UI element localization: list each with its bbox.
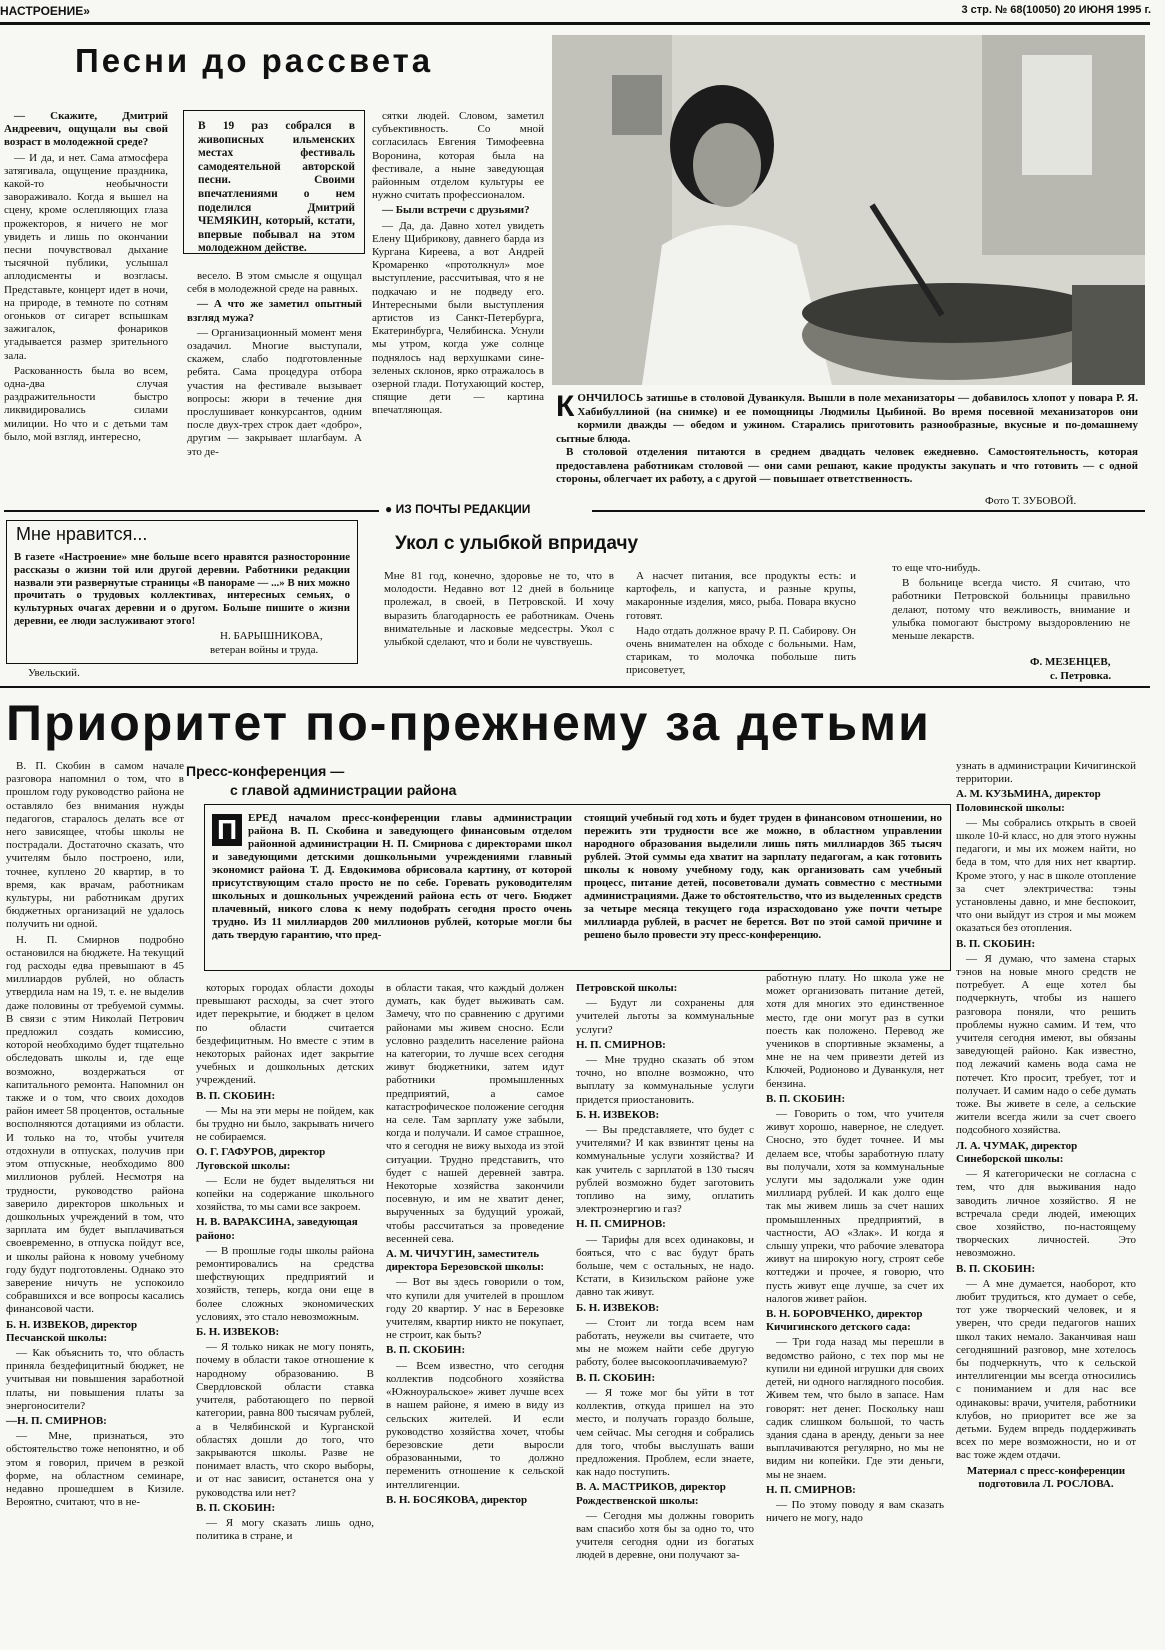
paragraph: — Как объяснить то, что область приняла бездефицитный бюджет, не учитывая ни повышения заработной платы, ни повышения платы за энергоносители? — [6, 1346, 184, 1412]
article2-col5 — [766, 972, 944, 1648]
paragraph: — Я только никак не могу понять, почему в области такое отношение к народному образованию. В Свердловской области ставка учителя, работающего по первой категории, равна 800 тысячам рублей, а в Челябинской и Курганской областях дошли до того, что закрываются школы. Разве не понимает власть, что скоро выборы, и от нас зависит, останется она у руководства или нет? — [196, 1341, 374, 1499]
lead-dropcap: П — [212, 814, 242, 846]
paragraph: — Я категорически не согласна с тем, что для выживания надо заводить личное хозяйство. Я не встречала среди людей, имеющих свое хозяйство, по-настоящему творческих личностей. Это невозможно. — [956, 1168, 1136, 1260]
paragraph: — Будут ли сохранены для учителей льготы за коммунальные услуги? — [576, 997, 754, 1036]
article2-lead-col1 — [212, 812, 572, 962]
like-letter-sign: Н. БАРЫШНИКОВА, — [220, 630, 323, 642]
paragraph: работную плату. Но школа уже не может организовать питание детей, хотя для многих это единственное место, где они могут раз в сутки поесть как положено. Перевод же учеников в спортивные экзамены, а мне не на чем привезти детей из Ключей, Родионово и Дуванкуля, нет бензина. — [766, 972, 944, 1090]
speaker: Б. Н. ИЗВЕКОВ: — [576, 1301, 660, 1314]
speaker: А. М. ЧИЧУГИН, заместитель директора Березовской школы: — [386, 1248, 545, 1274]
speaker: Б. Н. ИЗВЕКОВ: — [576, 1108, 660, 1121]
paragraph: — Организационный момент меня озадачил. Многие выступали, скажем, слабо подготовленные ребята. Сама процедура отбора участия на фестивале вызывает вопросы: жюри в течение дня прослушивает конкурсантов, одним после двух-трех строк дает «добро», другим — закрывает шлагбаум. А это де- — [187, 326, 362, 458]
lead-text: ЕРЕД началом пресс-конференции главы администрации района В. П. Скобина и заведующего финансовым отделом районной администрации Н. П. Смирнова с директорами школ и заведующими детскими дошкольными учреждениями главный экономист района Т. Д. Евдокимова обрисовала картину, от которой присутствующим стало просто не по себе. Горевать руководителям школьных и дошкольных учреждений района есть от чего. Бюджет плачевный, никого слова к нему подобрать сегодня просто очень трудно. Из 11 миллиардов 200 миллионов рублей, которые могли бы дать твердую гарантию, что пред- — [212, 812, 572, 941]
caption-text: ОНЧИЛОСЬ затишье в столовой Дуванкуля. Вышли в поле механизаторы — добавилось хлопот у повара Р. Я. Хабибуллиной (на снимке) и ее помощницы Людмилы Цыбиной. Во время посевной механизаторов они кормили дважды — обедом и ужином. Старались приготовить разнообразные, вкусные и по-домашнему сытные блюда. — [556, 392, 1138, 445]
speaker: В. П. СКОБИН: — [956, 1262, 1036, 1275]
paragraph: — Говорить о том, что учителя живут хорошо, наверное, не следует. Сносно, это будет точнее. И мы делаем все, чтобы заработную плату вы получали, хотя за коммунальные услуги мы задолжали уже один миллиард рублей. И как долго еще так мы живем лишь за счет наших промышленных предприятий, в частности, АО «Злак». И когда я слышу упреки, что рабочие элеватора живут на широкую ногу, строят себе коттеджи и прочее, я говорю, что пусть живут еще лучше, за счет их налогов живет район. — [766, 1108, 944, 1305]
letters-rubric-text: ИЗ ПОЧТЫ РЕДАКЦИИ — [395, 502, 531, 516]
article1-col2 — [187, 270, 362, 470]
paragraph: — Сегодня мы должны говорить вам спасибо хотя бы за одно то, что учителя сегодня одни из богатых людей в деревне, они получают за- — [576, 1509, 754, 1562]
photo-credit: Фото Т. ЗУБОВОЙ. — [985, 495, 1077, 507]
paragraph: — Три года назад мы перешли в ведомство районо, с тех пор мы не купили ни единой игрушки для своих детей, ни одного наглядного пособия. Живем тем, что было в запасе. Нам говорят: нет денег. Поскольку наш садик слишком большой, то часть здания сдана в аренду, деньги за нее выплачиваются регулярно, но мы не видим ни копейки. Где эти деньги, мы не знаем. — [766, 1336, 944, 1481]
smile-letter-col1: Мне 81 год, конечно, здоровье не то, что в молодости. Недавно вот 12 дней в больнице пролежал, в своей, в Петровской. И хочу выразить благодарность ее работникам. Очень внимательные и ласковые медсестры. Укол с улыбкой сделают, что и боли не чувствуешь. — [384, 570, 614, 649]
paragraph: — В прошлые годы школы района ремонтировались на средства шефствующих предприятий и хозяйств, теперь, когда они еще в более сложных экономических условиях, это стало невозможным. — [196, 1244, 374, 1323]
speaker: Н. П. СМИРНОВ: — [766, 1483, 856, 1496]
article1-lead: В 19 раз собрался в живописных ильменских местах фестиваль самодеятельной авторской песни. Своими впечатлениями о нем поделился Дмитрий ЧЕМЯКИН, который, кстати, впервые побывал на этом молодежном действе. — [198, 120, 355, 255]
paragraph: — Тарифы для всех одинаковы, и бояться, что с вас будут брать больше, чем с остальных, не надо. Кстати, в Кизильском районе уже давно так живут. — [576, 1233, 754, 1299]
speaker: О. Г. ГАФУРОВ, директор Луговской школы: — [196, 1146, 326, 1172]
paragraph: то еще что-нибудь. — [892, 562, 981, 574]
letters-bottom-rule — [0, 686, 1150, 688]
paragraph: — Я думаю, что замена старых тэнов на новые много средств не потребует. А еще хотел бы подчеркнуть, чтобы из нашего разговора поняли, что решить проблемы нужно самим. И тем, что учителя сегодня имеют, вы обязаны заведующей районо. Как известно, под лежачий камень вода сама не потечет. Кто просит, требует, тот и получает. И самим надо о себе думать тоже. Вы живете в селе, а сельские жители всегда жили за счет своего подсобного хозяйства. — [956, 952, 1136, 1137]
like-letter-place: Увельский. — [28, 667, 80, 679]
letters-rule-right — [592, 510, 1145, 512]
speaker: В. П. СКОБИН: — [196, 1501, 276, 1514]
speaker: В. Н. БОСЯКОВА, директор — [386, 1493, 528, 1506]
paragraph: узнать в администрации Кичигинской территории. — [956, 760, 1136, 786]
paragraph: — Я тоже мог бы уйти в тот коллектив, откуда пришел на это место, и получать гораздо больше, чем сейчас. Мы сегодня и собрались для того, чтобы выслушать ваши предложения. Проблем, если знаете, как надо поступить. — [576, 1386, 754, 1479]
paragraph: — А мне думается, наоборот, кто любит трудиться, кто думает о себе, тот уже творческий человек, и я уверен, что среди педагогов наших школ таких немало. Заканчивая наш сегодняшний разговор, мне хотелось бы подчеркнуть, что к сельской интеллигенции мы всегда относились с пониманием и для нас все одинаковы: врачи, учителя, работники клубов, но приоритет все же за детьми. Будем впредь поддерживать всех по мере возможности, но и от вас тоже ждем отдачи. — [956, 1277, 1136, 1462]
press-rubric-2: с главой администрации района — [230, 782, 457, 798]
article2-title: Приоритет по-прежнему за детьми — [6, 695, 931, 751]
press-rubric-text: Пресс-конференция — [186, 763, 327, 779]
paragraph: — Стоит ли тогда всем нам работать, неужели вы считаете, что мы не можем найти себе другую работу, более высокооплачиваемую? — [576, 1316, 754, 1369]
speaker: Б. Н. ИЗВЕКОВ, директор Песчанской школы: — [6, 1318, 138, 1344]
speaker: В. Н. БОРОВЧЕНКО, директор Кичигинского детского сада: — [766, 1308, 923, 1334]
speaker: В. А. МАСТРИКОВ, директор Рождественской школы: — [576, 1481, 726, 1507]
speaker: А. М. КУЗЬМИНА, директор Половинской школы: — [956, 788, 1101, 814]
press-rubric: Пресс-конференция — — [186, 763, 345, 779]
article2-signature: Материал с пресс-конференции подготовила Л. РОСЛОВА. — [966, 1464, 1126, 1490]
photo-caption — [556, 392, 1138, 487]
paragraph: А насчет питания, все продукты есть: и картофель, и капуста, и разные крупы, макаронные изделия, мясо, рыба. Повара вкусно готовят. — [626, 570, 856, 622]
smile-letter-title: Укол с улыбкой впридачу — [395, 533, 639, 554]
paragraph: — Мы собрались открыть в своей школе 10-й класс, но для этого нужны педагоги, и мы их можем найти, но беда в том, что для них нет квартир. Кроме этого, у нас в школе отопление за счет электричества: тэны установлены давно, и мне беспокоит, что они выйдут из строя и мы можем оказаться без отопления. — [956, 816, 1136, 935]
paragraph: — Если не будет выделяться ни копейки на содержание школьного хозяйства, то мы сами все закроем. — [196, 1174, 374, 1214]
paragraph: — Мы на эти меры не пойдем, как бы трудно ни было, закрывать ничего не собираемся. — [196, 1104, 374, 1144]
speaker: В. П. СКОБИН: — [956, 937, 1036, 950]
paragraph: Надо отдать должное врачу Р. П. Сабирову. Он очень внимателен на обходе с больными. Нам, старикам, то молочка побольше пить присоветует, — [626, 624, 856, 677]
paragraph: которых городах области доходы превышают расходы, за счет этого идет перекрытие, и бюджет в целом по области считается бездефицитным. Но вместе с этим в некоторых районах идет закрытие учебных и дошкольных детских учреждений. — [196, 982, 374, 1087]
article2-col6 — [956, 760, 1136, 1648]
paragraph: весело. В этом смысле я ощущал себя в молодежной среде на равных. — [187, 270, 362, 296]
paragraph: — Вот вы здесь говорили о том, что купили для учителей в прошлом году 20 квартир. У нас в Березовке учителям, квартир никто не покупает, не строит, как быть? — [386, 1276, 564, 1342]
smile-letter-place: с. Петровка. — [1050, 670, 1112, 682]
like-letter-text: В газете «Настроение» мне больше всего нравятся разносторонние рассказы о жизни той или другой деревни. Работники редакции назвали эти развернутые страницы «В панораме — ...» В них можно прочитать о трудовых коллективах, интересных семьях, о культурных очагах деревни и о другом. Больше пишите о жизни деревни, ее люди заслуживают этого! — [14, 551, 350, 627]
speaker: Н. П. СМИРНОВ: — [576, 1038, 666, 1051]
paragraph: — Мне трудно сказать об этом точно, но вполне возможно, что выплату за коммунальные услуги придется приостановить. — [576, 1054, 754, 1106]
speaker: Н. П. СМИРНОВ: — [576, 1218, 666, 1231]
paragraph: сятки людей. Словом, заметил субъективность. Со мной согласилась Евгения Тимофеевна Воронина, которая была на фестивале, а ныне заведующая районным отделом культуры ее нужно считать профессионалом. — [372, 110, 544, 202]
paragraph: в области такая, что каждый должен думать, как будет выживать сам. Замечу, что по сравнению с другими районами мы живем сносно. Если условно разделить население района на категории, то лучше всех сегодня живут бюджетники, затем идут работники промышленных предприятий, а самое катастрофическое положение сегодня на селе. Там зарплату уже забыли, когда и получали. И самое страшное, что я сегодня не вижу выхода из этой ситуации. Трудно представить, что будет с нашей деревней завтра. Некоторые хозяйства закончили посевную, и им не хватит денег, вырученных за будущий урожай, чтобы рассчитаться за проведение весенней сева. — [386, 982, 564, 1245]
article2-col4 — [576, 982, 754, 1648]
paragraph: — Мне, признаться, это обстоятельство тоже непонятно, и об этом я говорил, причем в резкой форме, на областном семинаре, недавно прошедшем в Кизиле. Вероятно, считают, что в не- — [6, 1430, 184, 1509]
speaker: В. П. СКОБИН: — [196, 1089, 276, 1102]
interview-question: — Были встречи с друзьями? — [382, 204, 530, 217]
letters-rubric: ● ИЗ ПОЧТЫ РЕДАКЦИИ — [385, 502, 531, 516]
paragraph: Раскованность была во всем, одна-два случая раздражительности быстро ликвидировались силами милиции. Но что и с детьми там было, мой взгляд, интересно, — [4, 364, 168, 443]
speaker: В. П. СКОБИН: — [766, 1092, 846, 1105]
speaker: В. П. СКОБИН: — [386, 1344, 466, 1357]
speaker: Н. В. ВАРАКСИНА, заведующая районо: — [196, 1216, 358, 1242]
article1-col3 — [372, 110, 544, 470]
article2-col1 — [6, 760, 184, 1648]
article1-col1 — [4, 110, 168, 550]
letters-rule-left — [4, 510, 379, 512]
dropcap: К — [556, 390, 575, 423]
paragraph: — И да, и нет. Сама атмосфера затягивала, ощущение праздника, какой-то необычности завораживало. Когда я вышел на сцену, кроме ослепляющих глаза прожекторов, я ничего не мог увидеть и лишь по окончании песни почувствовал дыхание тысячной публики, услышал аплодисменты и возгласы. Представьте, концерт идет в ночи, на природе, в темноте по сотням огоньков от сигарет вспышкам зажигалок, фонариков угадывается размер зрительного зала. — [4, 151, 168, 362]
speaker: Петровской школы: — [576, 982, 678, 994]
article2-col3 — [386, 982, 564, 1648]
paragraph: Н. П. Смирнов подробно остановился на бюджете. На текущий год расходы едва превышают в 45 миллиардов рублей, но область утвердила нам на 19, т. е. не выделив даже половины от требуемой суммы. В связи с этим Николай Петрович предложил создать комиссию, которой необходимо будет тщательно обследовать школы и, где еще возможно, воздержаться от капитального ремонта. Напомнил он также и о том, что своих доходов район имеет 58 процентов, остальные восполняются дотациями из области. И только на то, чтобы учителя отдохнули в отпусках, получив при этом отпускные, необходимо 800 миллионов рублей. Несмотря на трудности, руководство района заверило директоров школьных и дошкольных учреждений в том, что зарплата им будет выплачиваться своевременно, в отпуска пойдут все, и школы района к новому учебному году будут подготовлены. Однако это заверение ничуть не успокоило собравшихся и все вопросы касались финансовой части. — [6, 933, 184, 1316]
paragraph: — Вы представляете, что будет с учителями? И как взвинтят цены на коммунальные услуги хозяйства? И как учитель с зарплатой в 130 тысяч рублей возможно будет заготовить топливо на зиму, оплатить электроэнергию и газ? — [576, 1124, 754, 1216]
smile-letter-col3 — [892, 562, 1130, 652]
paragraph: — Всем известно, что сегодня коллектив подсобного хозяйства «Южноуральское» живет лучше всех в нашем районе, я имею в виду из сельских жителей. И если руководство хозяйства хочет, чтобы березовские дети выросли образованными, то должно переменить отношение к сельской интеллигенции. — [386, 1359, 564, 1491]
paragraph: В больнице всегда чисто. Я считаю, что работники Петровской больницы правильно делают, потому что вежливость, внимание и улыбка помогают быстрому выздоровлению не меньше лекарств. — [892, 577, 1130, 643]
like-letter-title: Мне нравится... — [16, 524, 148, 544]
paragraph: В. П. Скобин в самом начале разговора напомнил о том, что в прошлом году руководство района не оставляло без внимания нужды педагогов, старалось делать все от него зависящее, чтобы школы не пострадали. Достаточно сказать, что учителям было построено, или, точнее, куплено 20 квартир, в то время, как врачам, работникам культуры, ни работникам других бюджетных организаций не удалось получить ни одной. — [6, 760, 184, 931]
smile-letter-col2 — [626, 570, 856, 677]
article1-title: Песни до рассвета — [75, 42, 434, 79]
interview-question: — А что же заметил опытный взгляд мужа? — [187, 298, 362, 324]
speaker: Л. А. ЧУМАК, директор Синеборской школы: — [956, 1139, 1078, 1165]
article2-lead-col2: стоящий учебный год хоть и будет труден в финансовом отношении, но пережить эти трудности все же можно, в областном управлении народного образования выделили лишь пять миллиардов 365 тысяч рублей. Этой суммы еда хватит на зарплату педагогам, а как готовить школы к новому учебному году, как организовать сам учебный процесс, питание детей, посоветовали думать совместно с местными администрациями. Даже то обстоятельство, что из выделенных средств за четыре месяца текущего года израсходовано уже почти четыре миллиарда рублей, в расчет не берется. Вот по этой самой причине и решено было провести эту пресс-конференцию. — [584, 812, 942, 941]
header-rule — [0, 22, 1150, 25]
paragraph: — По этому поводу я вам сказать ничего не могу, надо — [766, 1498, 944, 1525]
paragraph: — Я могу сказать лишь одно, политика в стране, и — [196, 1516, 374, 1543]
speaker: В. П. СКОБИН: — [576, 1371, 656, 1384]
speaker: —Н. П. СМИРНОВ: — [6, 1414, 107, 1427]
cook-photo — [552, 35, 1145, 385]
issue-info: 3 стр. № 68(10050) 20 ИЮНЯ 1995 г. — [961, 4, 1151, 16]
section-name: НАСТРОЕНИЕ» — [0, 4, 90, 18]
paragraph: — Да, да. Давно хотел увидеть Елену Щибрикову, давнего барда из Кургана Киреева, а вот Андрей Кромаренко «протолкнул» мое выступление, рассчитывая, что я не подкачаю и не подведу его. Интересными были выступления артистов из Санкт-Петербурга, Екатеринбурга, Челябинска. Уснули мы утром, когда уже солнце поднялось над верхушками сине-зеленых склонов, ярко отражалось в озерной глади. Потухающий костер, спящие дети — картина впечатляющая. — [372, 219, 544, 417]
smile-letter-sign: Ф. МЕЗЕНЦЕВ, — [1030, 656, 1111, 668]
caption-text-2: В столовой отделения питаются в среднем двадцать человек ежедневно. Самостоятельность, которая предоставлена работникам столовой — они сами решают, какие продукты закупать и что готовить — с одной стороны, облегчает их работу, а с другой — повышает ответственность. — [556, 446, 1138, 485]
article2-col2 — [196, 982, 374, 1648]
like-letter-sign2: ветеран войны и труда. — [210, 644, 319, 656]
interview-question: — Скажите, Дмитрий Андреевич, ощущали вы свой возраст в молодежной среде? — [4, 110, 168, 149]
speaker: Б. Н. ИЗВЕКОВ: — [196, 1326, 280, 1339]
cook-photo-illustration — [552, 35, 1145, 385]
